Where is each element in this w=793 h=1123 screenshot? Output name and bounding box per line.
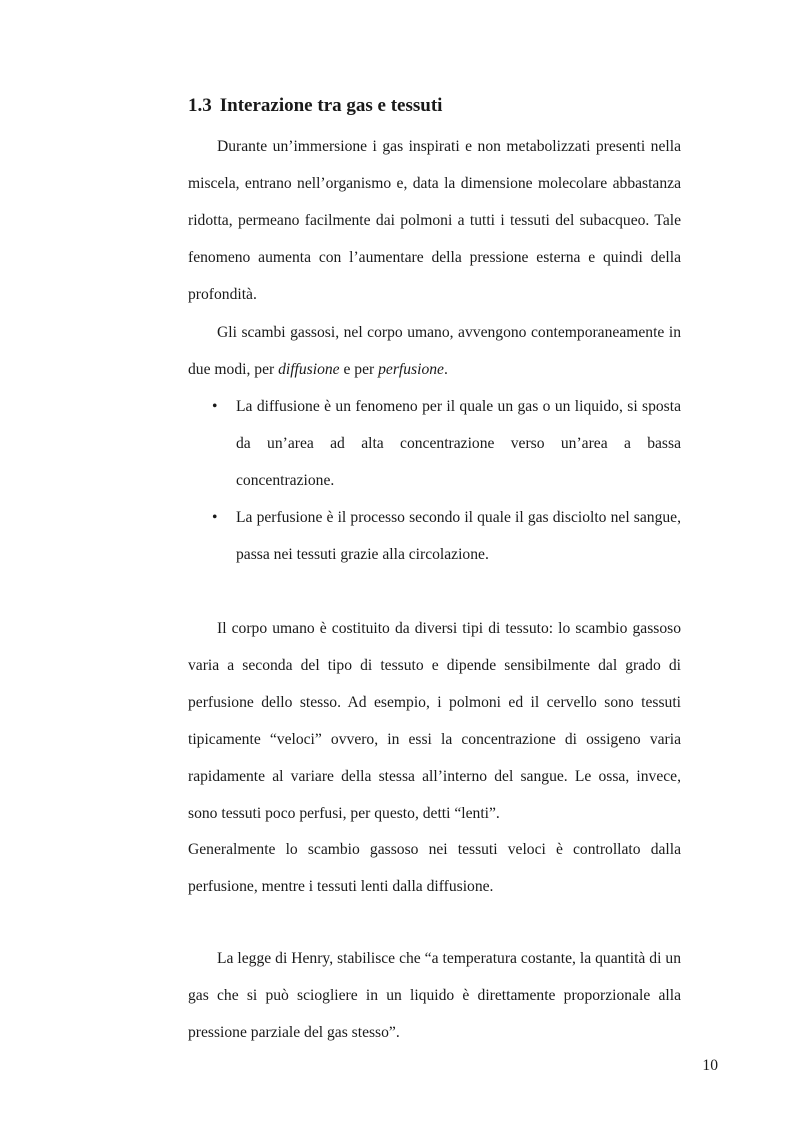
list-item bbox=[188, 388, 681, 499]
paragraph-gas-exchange-end: . bbox=[443, 361, 448, 378]
bullet-marker: • bbox=[212, 509, 218, 526]
paragraph-gas-exchange-text: Gli scambi gassosi, nel corpo umano, avvengono contemporaneamente in due modi, per bbox=[188, 324, 681, 378]
paragraph-henry-law: La legge di Henry, stabilisce che “a temperatura costante, la quantità di un gas che si può sciogliere in un liquido è direttamente proporzionale alla pressione parziale del gas stesso”. bbox=[188, 950, 681, 1041]
section-title: Interazione tra gas e tessuti bbox=[219, 95, 443, 116]
section-number: 1.3 bbox=[188, 95, 212, 116]
list-item bbox=[188, 499, 681, 573]
bullet-text: La diffusione è un fenomeno per il quale un gas o un liquido, si sposta da un’area ad alta concentrazione verso un’area a bassa concentrazione. bbox=[236, 398, 681, 489]
paragraph-gas-exchange-joiner: e per bbox=[339, 361, 379, 378]
page-number: 10 bbox=[702, 1057, 718, 1074]
term-diffusion: diffusione bbox=[278, 361, 340, 378]
paragraph-fast-slow: Generalmente lo scambio gassoso nei tessuti veloci è controllato dalla perfusione, mentre i tessuti lenti dalla diffusione. bbox=[188, 841, 681, 895]
paragraph-tissue-types: Il corpo umano è costituito da diversi tipi di tessuto: lo scambio gassoso varia a seconda del tipo di tessuto e dipende sensibilmente dal grado di perfusione dello stesso. Ad esempio, i polmoni ed il cervello sono tessuti tipicamente “veloci” ovvero, in essi la concentrazione di ossigeno varia rapidamente al variare della stessa all’interno del sangue. Le ossa, invece, sono tessuti poco perfusi, per questo, detti “lenti”. bbox=[188, 620, 681, 822]
bullet-marker: • bbox=[212, 398, 218, 415]
term-perfusion: perfusione bbox=[378, 361, 444, 378]
paragraph-immersion: Durante un’immersione i gas inspirati e non metabolizzati presenti nella miscela, entrano nell’organismo e, data la dimensione molecolare abbastanza ridotta, permeano facilmente dai polmoni a tutti i tessuti del subacqueo. Tale fenomeno aumenta con l’aumentare della pressione esterna e quindi della profondità. bbox=[188, 138, 681, 303]
paragraph-gas-exchange bbox=[188, 314, 681, 388]
bullet-list bbox=[188, 388, 681, 573]
bullet-text: La perfusione è il processo secondo il quale il gas disciolto nel sangue, passa nei tessuti grazie alla circolazione. bbox=[236, 509, 681, 563]
section-heading bbox=[188, 93, 442, 119]
